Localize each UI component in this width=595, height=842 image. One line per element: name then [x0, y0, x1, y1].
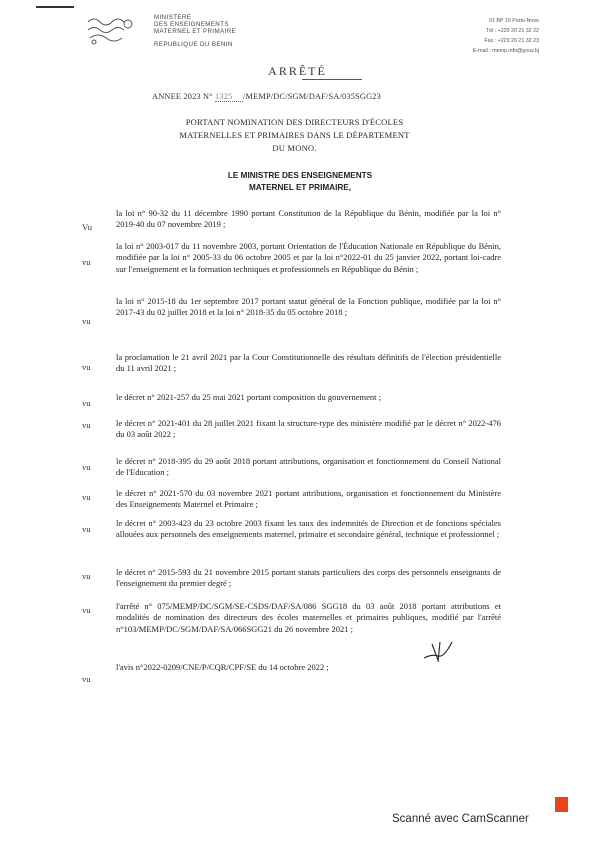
visa-text: l'avis n°2022-0209/CNE/P/CQR/CPF/SE du 14 octobre 2022 ; — [116, 662, 329, 672]
visa-marker: vu — [82, 362, 91, 372]
contact-line: 01 BP 10 Porto-Novo — [489, 18, 539, 24]
visa-text: la loi n° 2003-017 du 11 novembre 2003, portant Orientation de l'Éducation Nationale en République du Bénin, modifiée par la loi n° 2005-33 du 06 octobre 2005 et par la loi n°2022-01 du 25 janvier 2022, portant loi-cadre sur l'enseignement et la formation techniques et professionnels en République du Bénin ; — [116, 241, 501, 274]
contact-line: E-mail : memp.info@gouv.bj — [472, 48, 539, 54]
document-subject — [152, 116, 437, 155]
minister-line: MATERNEL ET PRIMAIRE, — [248, 183, 352, 192]
ref-number: 1325 — [215, 92, 243, 102]
ministry-logo — [84, 14, 136, 46]
camscanner-logo-icon — [555, 797, 568, 812]
visa-marker: vu — [82, 605, 91, 615]
visa-marker: vu — [82, 571, 91, 581]
visa-text: le décret n° 2003-423 du 23 octobre 2003 fixant les taux des indemnités de Direction et de fonctions spéciales allouées aux personnels des enseignements maternel, primaire et secondaire général, technique et professionnel ; — [116, 518, 501, 540]
visa-text: le décret n° 2015-593 du 21 novembre 2015 portant statuts particuliers des corps des personnels enseignants de l'enseignement du premier degré ; — [116, 567, 501, 589]
contact-line: Tél : +229 20 21 32 22 — [485, 28, 539, 34]
minister-line: LE MINISTRE DES ENSEIGNEMENTS — [227, 171, 373, 180]
visa-marker: vu — [82, 492, 91, 502]
ref-suffix: /MEMP/DC/SGM/DAF/SA/035SGG23 — [243, 92, 381, 101]
visa-text: le décret n° 2018-395 du 29 août 2018 portant attributions, organisation et fonctionnement du Conseil National de l'Education ; — [116, 456, 501, 478]
initials-signature — [420, 636, 458, 664]
visa-marker: Vu — [82, 222, 92, 232]
subject-line: PORTANT NOMINATION DES DIRECTEURS D'ÉCOLES — [185, 117, 404, 127]
ref-prefix: ANNEE 2023 N° — [152, 92, 213, 101]
visa-text: le décret n° 2021-570 du 03 novembre 2021 portant attributions, organisation et fonctionnement du Ministère des Enseignements Maternel et Primaire ; — [116, 488, 501, 510]
title-underline — [302, 79, 362, 80]
ministry-line: MATERNEL ET PRIMAIRE — [154, 28, 237, 35]
visa-marker: vu — [82, 398, 91, 408]
ministry-line: DES ENSEIGNEMENTS — [154, 21, 229, 28]
visa-text: la proclamation le 21 avril 2021 par la Cour Constitutionnelle des résultats définitifs de l'élection présidentielle du 11 avril 2021 ; — [116, 352, 501, 374]
subject-line: MATERNELLES ET PRIMAIRES DANS LE DÉPARTEMENT — [179, 130, 410, 140]
visa-marker: vu — [82, 257, 91, 267]
document-type-title: ARRÊTÉ — [268, 64, 327, 78]
visa-text: l'arrêté n° 075/MEMP/DC/SGM/SE-CSDS/DAF/SA/086 SGG18 du 03 août 2018 portant attributions et modalités de nomination des directeurs des écoles maternelles et primaires publiques, modifié par l'arrêté n°103/MEMP/DC/SGM/DAF/SA/066SGG21 du 26 novembre 2021 ; — [116, 601, 501, 634]
subject-line: DU MONO. — [272, 143, 317, 153]
visa-marker: vu — [82, 316, 91, 326]
contact-block — [424, 16, 539, 56]
scan-edge-mark — [36, 6, 74, 8]
visa-marker: vu — [82, 462, 91, 472]
ministry-header — [154, 14, 236, 48]
visa-text: le décret n° 2021-401 du 28 juillet 2021 fixant la structure-type des ministère modifié par le décret n° 2022-476 du 03 août 2022 ; — [116, 418, 501, 440]
visa-marker: vu — [82, 420, 91, 430]
contact-line: Fax : +229 20 21 32 23 — [484, 38, 539, 44]
visa-text: le décret n° 2021-257 du 25 mai 2021 portant composition du gouvernement ; — [116, 392, 381, 402]
republic-name: REPUBLIQUE DU BENIN — [154, 41, 233, 48]
visa-marker: vu — [82, 524, 91, 534]
ministry-line: MINISTERE — [154, 14, 192, 21]
visa-text: la loi n° 2015-18 du 1er septembre 2017 portant statut général de la Fonction publique, modifiée par la loi n° 2017-43 du 02 juillet 2018 et la loi n° 2018-35 du 05 octobre 2018 ; — [116, 296, 501, 318]
reference-number — [152, 92, 381, 102]
visa-marker: vu — [82, 674, 91, 684]
visa-text: la loi n° 90-32 du 11 décembre 1990 portant Constitution de la République du Bénin, modifiée par la loi n° 2019-40 du 07 novembre 2019 ; — [116, 208, 501, 230]
minister-heading — [200, 170, 400, 194]
scanner-watermark: Scanné avec CamScanner — [392, 813, 529, 825]
